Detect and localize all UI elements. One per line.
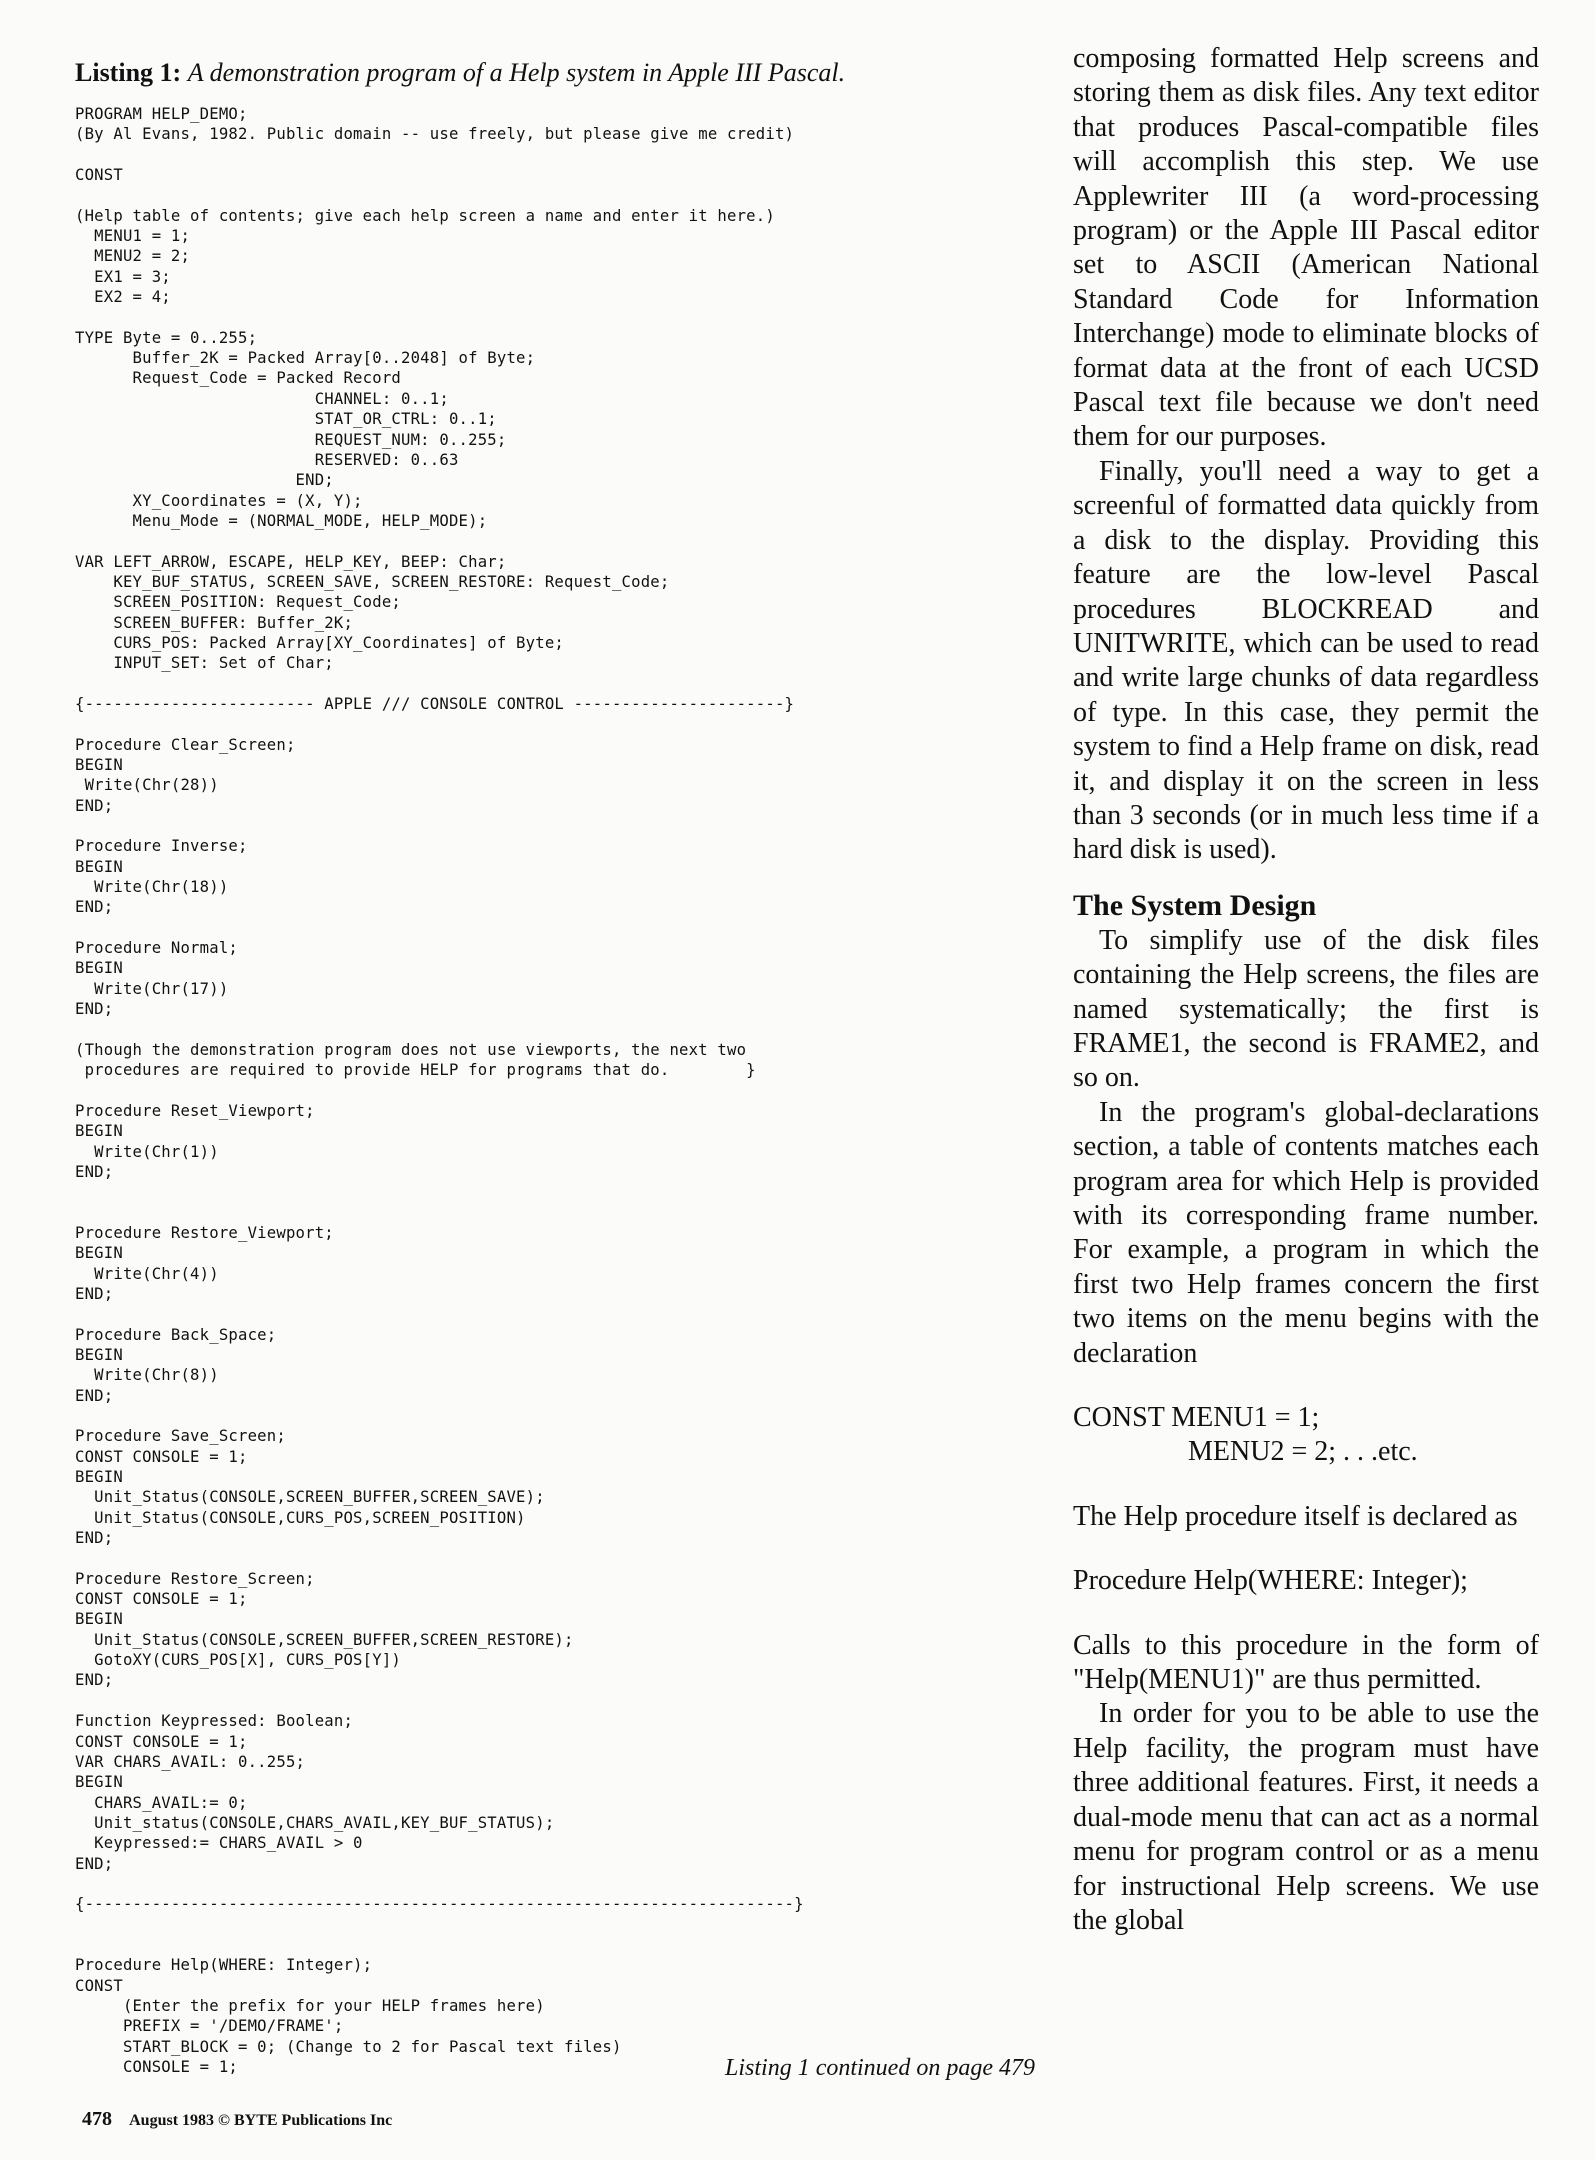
page-footer bbox=[82, 2108, 392, 2131]
listing-label: Listing 1: bbox=[75, 58, 182, 87]
paragraph: The Help procedure itself is declared as bbox=[1073, 1500, 1518, 1532]
code-listing: PROGRAM HELP_DEMO; (By Al Evans, 1982. Public domain -- use freely, but please give me credit) CONST (Help table of contents; give each help screen a name and enter it here.) MENU1 = 1; MENU2 = 2; EX1 = 3; EX2 = 4; TYPE Byte = 0..255; Buffer_2K = Packed Array[0..2048] of Byte; Request_Code = Packed Record CHANNEL: 0..1; STAT_OR_CTRL: 0..1; REQUEST_NUM: 0..255; RESERVED: 0..63 END; XY_Coordinates = (X, Y); Menu_Mode = (NORMAL_MODE, HELP_MODE); VAR LEFT_ARROW, ESCAPE, HELP_KEY, BEEP: Char; KEY_BUF_STATUS, SCREEN_SAVE, SCREEN_RESTORE: Request_Code; SCREEN_POSITION: Request_Code; SCREEN_BUFFER: Buffer_2K; CURS_POS: Packed Array[XY_Coordinates] of Byte; INPUT_SET: Set of Char; {------------------------ APPLE /// CONSOLE CONTROL ----------------------} Procedure Clear_Screen; BEGIN Write(Chr(28)) END; Procedure Inverse; BEGIN Write(Chr(18)) END; Procedure Normal; BEGIN Write(Chr(17)) END; (Though the demonstration program does not use viewports, the next two procedures are required to provide HELP for programs that do. } Procedure Reset_Viewport; BEGIN Write(Chr(1)) END; Procedure Restore_Viewport; BEGIN Write(Chr(4)) END; Procedure Back_Space; BEGIN Write(Chr(8)) END; Procedure Save_Screen; CONST CONSOLE = 1; BEGIN Unit_Status(CONSOLE,SCREEN_BUFFER,SCREEN_SAVE); Unit_Status(CONSOLE,CURS_POS,SCREEN_POSITION) END; Procedure Restore_Screen; CONST CONSOLE = 1; BEGIN Unit_Status(CONSOLE,SCREEN_BUFFER,SCREEN_RESTORE); GotoXY(CURS_POS[X], CURS_POS[Y]) END; Function Keypressed: Boolean; CONST CONSOLE = 1; VAR CHARS_AVAIL: 0..255; BEGIN CHARS_AVAIL:= 0; Unit_status(CONSOLE,CHARS_AVAIL,KEY_BUF_STATUS); Keypressed:= CHARS_AVAIL > 0 END; {--------------------------------------------------------------------------} Procedure Help(WHERE: Integer); CONST (Enter the prefix for your HELP frames here) PREFIX = '/DEMO/FRAME'; START_BLOCK = 0; (Change to 2 for Pascal text files) CONSOLE = 1; bbox=[75, 105, 804, 2076]
publication-credit: August 1983 © BYTE Publications Inc bbox=[129, 2112, 393, 2129]
paragraph: In order for you to be able to use the Help facility, the program must have three additional features. First, it needs a dual-mode menu that can act as a normal menu for program control or as a menu for instructional Help screens. We use the global bbox=[1073, 1698, 1539, 1936]
procedure-declaration: Procedure Help(WHERE: Integer); bbox=[1073, 1565, 1468, 1597]
paragraph: Calls to this procedure in the form of "Help(MENU1)" are thus permitted. bbox=[1073, 1629, 1539, 1696]
listing-continued-note: Listing 1 continued on page 479 bbox=[725, 2055, 1035, 2081]
article-text-column bbox=[1073, 42, 1539, 1938]
paragraph: To simplify use of the disk files containing the Help screens, the files are named systematically; the first is FRAME1, the second is FRAME2, and so on. bbox=[1073, 924, 1539, 1094]
paragraph: Finally, you'll need a way to get a screenful of formatted data quickly from a disk to the display. Providing this feature are the low-level Pascal procedures BLOCKREAD and UNITWRITE, which can be used to read and write large chunks of data regardless of type. In this case, they permit the system to find a Help frame on disk, read it, and display it on the screen in less than 3 seconds (or in much less time if a hard disk is used). bbox=[1073, 455, 1539, 866]
declaration-example bbox=[1073, 1401, 1539, 1470]
listing-1 bbox=[75, 58, 1035, 2077]
declaration-line: CONST MENU1 = 1; bbox=[1073, 1402, 1320, 1434]
paragraph: composing formatted Help screens and storing them as disk files. Any text editor that produces Pascal-compatible files will accomplish this step. We use Applewriter III (a word-processing program) or the Apple III Pascal editor set to ASCII (American National Standard Code for Information Interchange) mode to eliminate blocks of format data at the front of each UCSD Pascal text file because we don't need them for our purposes. bbox=[1073, 43, 1539, 453]
section-heading: The System Design bbox=[1073, 888, 1317, 922]
page-number: 478 bbox=[82, 2108, 112, 2130]
paragraph: In the program's global-declarations section, a table of contents matches each program area for which Help is provided with its corresponding frame number. For example, a program in which the first two Help frames concern the first two items on the menu begins with the declaration bbox=[1073, 1096, 1539, 1369]
listing-caption bbox=[75, 58, 1035, 88]
listing-title: A demonstration program of a Help system in Apple III Pascal. bbox=[187, 58, 846, 87]
declaration-line: MENU2 = 2; . . .etc. bbox=[1188, 1436, 1418, 1468]
